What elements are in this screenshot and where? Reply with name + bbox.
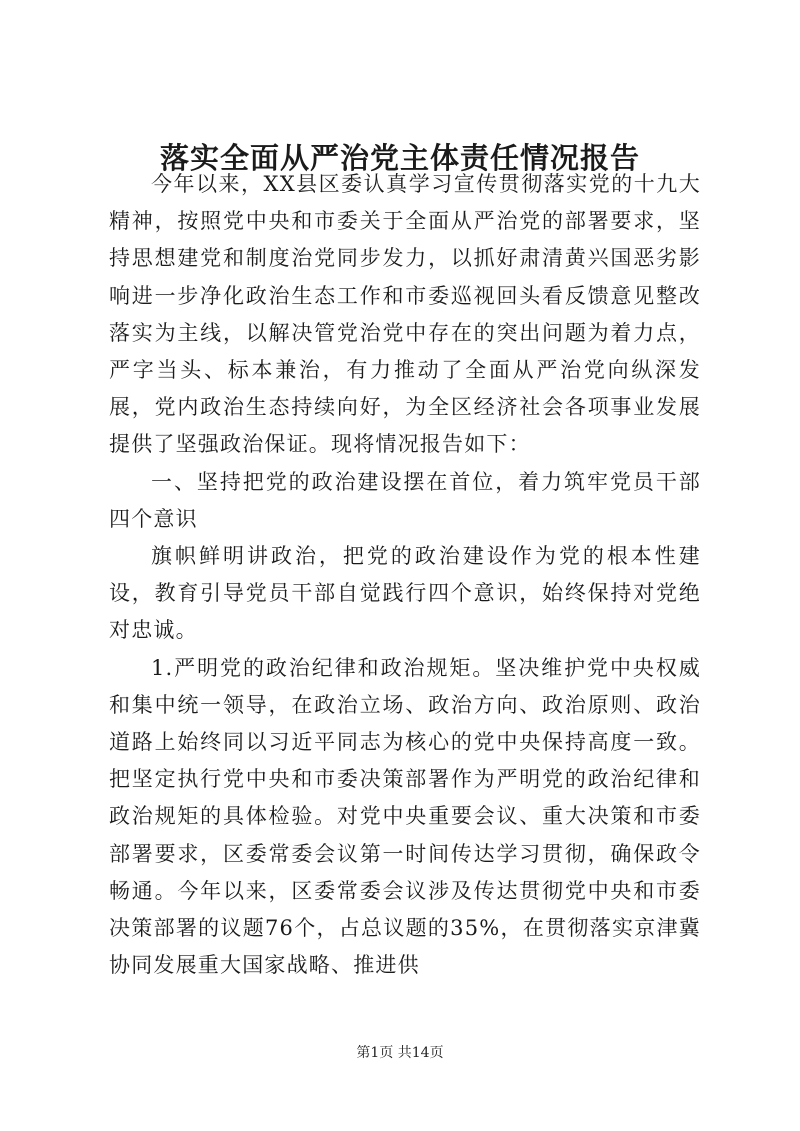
intro-paragraph: 今年以来，XX县区委认真学习宣传贯彻落实党的十九大精神，按照党中央和市委关于全面从严治党的部署要求，坚持思想建党和制度治党同步发力，以抓好肃清黄兴国恶劣影响进一步净化政治生态工作和市委巡视回头看反馈意见整改落实为主线，以解决管党治党中存在的突出问题为着力点，严字当头、标本兼治，有力推动了全面从严治党向纵深发展，党内政治生态持续向好，为全区经济社会各项事业发展提供了坚强政治保证。现将情况报告如下： <box>109 172 701 457</box>
document-body <box>109 166 701 984</box>
section-heading: 一、坚持把党的政治建设摆在首位，着力筑牢党员干部四个意识 <box>109 469 701 531</box>
document-title: 落实全面从严治党主体责任情况报告 <box>159 141 640 175</box>
subsection-paragraph: 1.严明党的政治纪律和政治规矩。坚决维护党中央权威和集中统一领导，在政治立场、政治方向、政治原则、政治道路上始终同以习近平同志为核心的党中央保持高度一致。把坚定执行党中央和市委决策部署作为严明党的政治纪律和政治规矩的具体检验。对党中央重要会议、重大决策和市委部署要求，区委常委会议第一时间传达学习贯彻，确保政令畅通。今年以来，区委常委会议涉及传达贯彻党中央和市委决策部署的议题76个，占总议题的35%，在贯彻落实京津冀协同发展重大国家战略、推进供 <box>109 655 701 978</box>
page-footer: 第1页 共14页 <box>356 1045 444 1061</box>
section-paragraph: 旗帜鲜明讲政治，把党的政治建设作为党的根本性建设，教育引导党员干部自觉践行四个意识，始终保持对党绝对忠诚。 <box>109 544 701 643</box>
